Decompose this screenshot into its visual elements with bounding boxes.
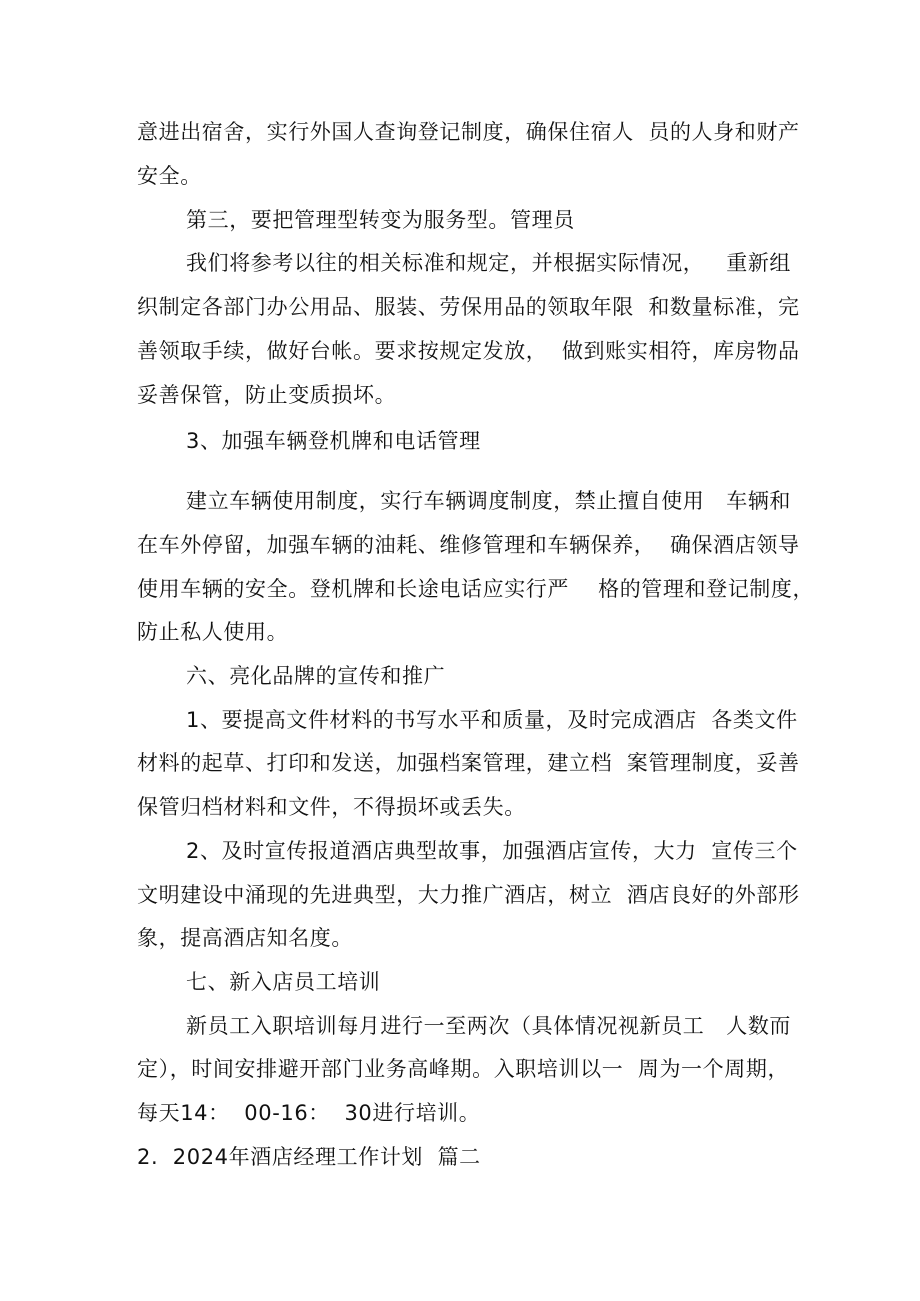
paragraph-line: 安全。: [137, 164, 202, 188]
paragraph-line: 第三，要把管理型转变为服务型。管理员: [186, 208, 575, 232]
paragraph-line: 文明建设中涌现的先进典型，大力推广酒店，树立 酒店良好的外部形: [137, 883, 800, 907]
paragraph-line: 2、及时宣传报道酒店典型故事，加强酒店宣传，大力 宣传三个: [186, 839, 798, 863]
section-heading: 六、亮化品牌的宣传和推广: [186, 664, 446, 688]
paragraph-line: 建立车辆使用制度，实行车辆调度制度，禁止擅自使用 车辆和: [186, 489, 792, 513]
section-title: 2. 2024年酒店经理工作计划 篇二: [137, 1145, 481, 1169]
paragraph-line: 使用车辆的安全。登机牌和长途电话应实行严 格的管理和登记制度，: [137, 577, 815, 601]
paragraph-line: 每天14： 00-16： 30进行培训。: [137, 1101, 481, 1125]
section-heading: 七、新入店员工培训: [186, 970, 381, 994]
paragraph-line: 防止私人使用。: [137, 620, 289, 644]
paragraph-line: 新员工入职培训每月进行一至两次（具体情况视新员工 人数而: [186, 1014, 792, 1038]
paragraph-line: 定），时间安排避开部门业务高峰期。入职培训以一 周为一个周期，: [137, 1057, 790, 1081]
paragraph-line: 保管归档材料和文件，不得损坏或丢失。: [137, 795, 526, 819]
paragraph-line: 材料的起草、打印和发送，加强档案管理，建立档 案管理制度，妥善: [137, 751, 800, 775]
section-heading: 3、加强车辆登机牌和电话管理: [186, 429, 481, 453]
paragraph-line: 意进出宿舍，实行外国人查询登记制度，确保住宿人 员的人身和财产: [137, 120, 800, 144]
paragraph-line: 善领取手续，做好台帐。要求按规定发放， 做到账实相符，库房物品: [137, 339, 800, 363]
paragraph-line: 象，提高酒店知名度。: [137, 926, 353, 950]
paragraph-line: 在车外停留，加强车辆的油耗、维修管理和车辆保养， 确保酒店领导: [137, 533, 800, 557]
paragraph-line: 织制定各部门办公用品、服装、劳保用品的领取年限 和数量标准，完: [137, 295, 800, 319]
paragraph-line: 妥善保管，防止变质损坏。: [137, 383, 397, 407]
paragraph-line: 我们将参考以往的相关标准和规定，并根据实际情况， 重新组: [186, 251, 792, 275]
paragraph-line: 1、要提高文件材料的书写水平和质量，及时完成酒店 各类文件: [186, 708, 798, 732]
